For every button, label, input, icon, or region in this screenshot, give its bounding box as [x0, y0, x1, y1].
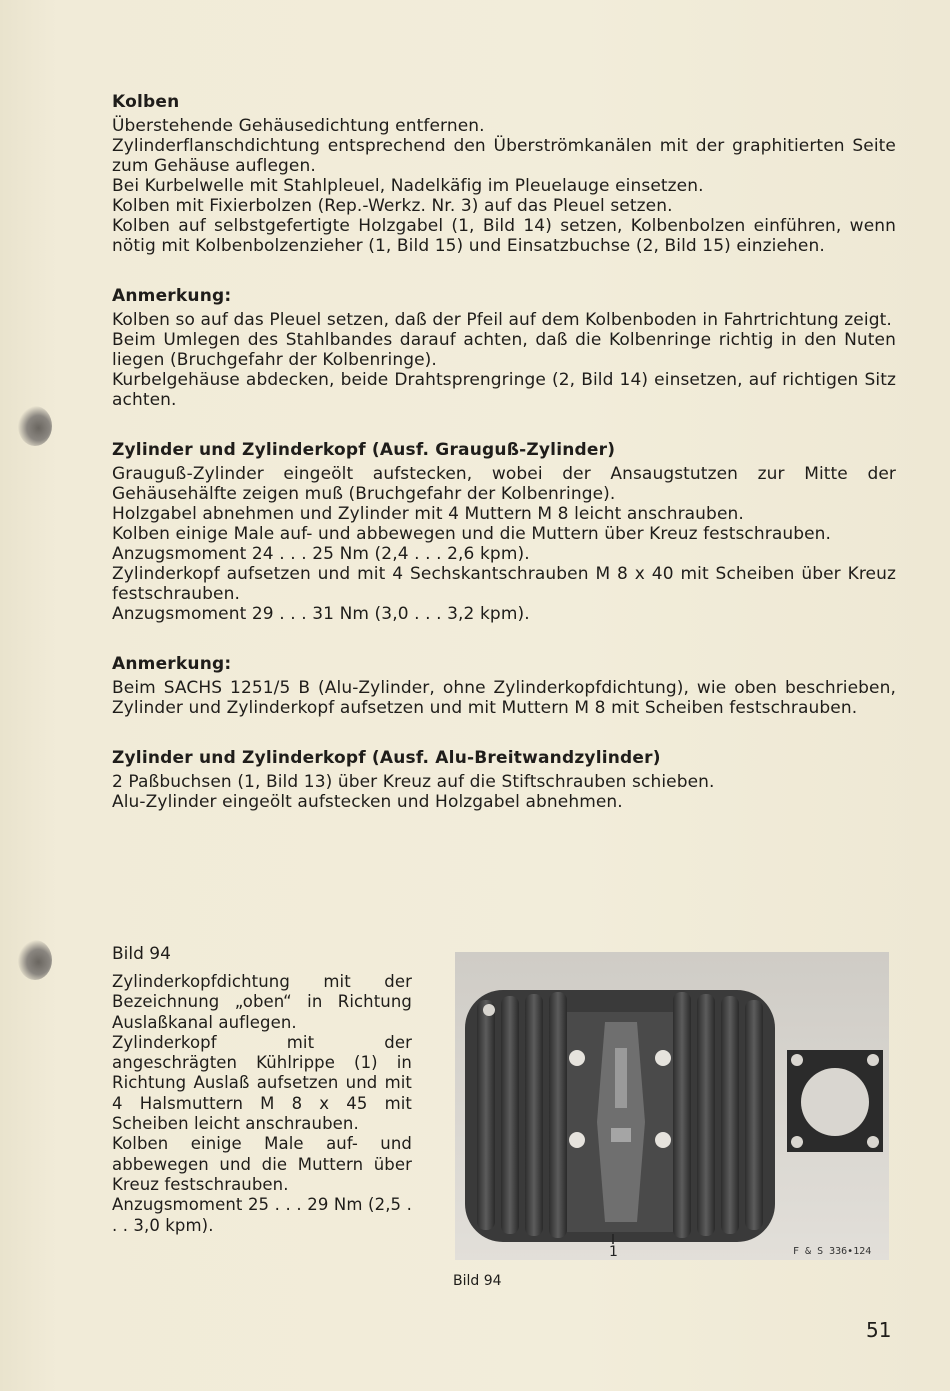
paragraph: Beim Umlegen des Stahlbandes darauf achten, daß die Kolbenringe richtig in den Nuten liegen (Bruchgefahr der Kolbenringe).: [112, 330, 896, 370]
paragraph: Zylinderkopf aufsetzen und mit 4 Sechskantschrauben M 8 x 40 mit Scheiben über Kreuz festschrauben.: [112, 564, 896, 604]
paragraph: Zylinderkopf mit der angeschrägten Kühlrippe (1) in Richtung Auslaß aufsetzen und mit 4 Halsmuttern M 8 x 45 mit Scheiben leicht anschrauben.: [112, 1032, 412, 1134]
section-grauguss: [112, 440, 896, 624]
section-alu-breitwand: [112, 748, 896, 812]
photo-code: F & S 336•124: [793, 1246, 872, 1257]
paragraph: Anzugsmoment 24 . . . 25 Nm (2,4 . . . 2,6 kpm).: [112, 544, 530, 564]
cylinder-head-photo: [455, 952, 889, 1260]
paragraph: Kurbelgehäuse abdecken, beide Drahtsprengringe (2, Bild 14) einsetzen, auf richtigen Sitz achten.: [112, 370, 896, 410]
paragraph: Zylinderflanschdichtung entsprechend den Überströmkanälen mit der graphitierten Seite zum Gehäuse auflegen.: [112, 136, 896, 176]
paragraph: Beim SACHS 1251/5 B (Alu-Zylinder, ohne Zylinderkopfdichtung), wie oben beschrieben, Zylinder und Zylinderkopf aufsetzen und mit Muttern M 8 mit Scheiben festschrauben.: [112, 678, 896, 718]
paragraph: Kolben einige Male auf- und abbewegen und die Muttern über Kreuz festschrauben.: [112, 1134, 412, 1194]
paragraph: Kolben so auf das Pleuel setzen, daß der Pfeil auf dem Kolbenboden in Fahrtrichtung zeigt.: [112, 310, 892, 330]
paragraph: Holzgabel abnehmen und Zylinder mit 4 Muttern M 8 leicht anschrauben.: [112, 504, 744, 524]
paragraph: Grauguß-Zylinder eingeölt aufstecken, wobei der Ansaugstutzen zur Mitte der Gehäusehälfte zeigen muß (Bruchgefahr der Kolbenringe).: [112, 464, 896, 504]
callout-label: 1: [609, 1244, 618, 1260]
figure-label: Bild 94: [112, 944, 171, 964]
section-heading: Zylinder und Zylinderkopf (Ausf. Grauguß-Zylinder): [112, 440, 616, 460]
section-heading: Kolben: [112, 92, 180, 112]
section-anmerkung-1: [112, 286, 896, 410]
figure-description: [112, 944, 412, 1236]
paragraph: Zylinderkopfdichtung mit der Bezeichnung „oben“ in Richtung Auslaßkanal auflegen.: [112, 972, 412, 1032]
paragraph: Anzugsmoment 29 . . . 31 Nm (3,0 . . . 3,2 kpm).: [112, 604, 530, 624]
paragraph: Bei Kurbelwelle mit Stahlpleuel, Nadelkäfig im Pleuelauge einsetzen.: [112, 176, 704, 196]
figure-caption: Bild 94: [453, 1273, 502, 1289]
section-heading: Zylinder und Zylinderkopf (Ausf. Alu-Breitwandzylinder): [112, 748, 661, 768]
paragraph: Kolben mit Fixierbolzen (Rep.-Werkz. Nr. 3) auf das Pleuel setzen.: [112, 196, 673, 216]
page-number: 51: [866, 1318, 892, 1342]
section-heading: Anmerkung:: [112, 654, 232, 674]
punch-hole-lower: [18, 940, 52, 980]
section-anmerkung-2: [112, 654, 896, 718]
paragraph: Alu-Zylinder eingeölt aufstecken und Holzgabel abnehmen.: [112, 792, 623, 812]
punch-hole-upper: [18, 406, 52, 446]
main-text: [112, 92, 896, 842]
paragraph: Kolben auf selbstgefertigte Holzgabel (1, Bild 14) setzen, Kolbenbolzen einführen, wenn nötig mit Kolbenbolzenzieher (1, Bild 15) und Einsatzbuchse (2, Bild 15) einziehen.: [112, 216, 896, 256]
paragraph: Anzugsmoment 25 . . . 29 Nm (2,5 . . . 3,0 kpm).: [112, 1195, 412, 1235]
paragraph: Kolben einige Male auf- und abbewegen und die Muttern über Kreuz festschrauben.: [112, 524, 832, 544]
paragraph: Überstehende Gehäusedichtung entfernen.: [112, 116, 485, 136]
paragraph: 2 Paßbuchsen (1, Bild 13) über Kreuz auf die Stiftschrauben schieben.: [112, 772, 715, 792]
section-heading: Anmerkung:: [112, 286, 232, 306]
gasket: [787, 1050, 883, 1152]
section-kolben: [112, 92, 896, 256]
